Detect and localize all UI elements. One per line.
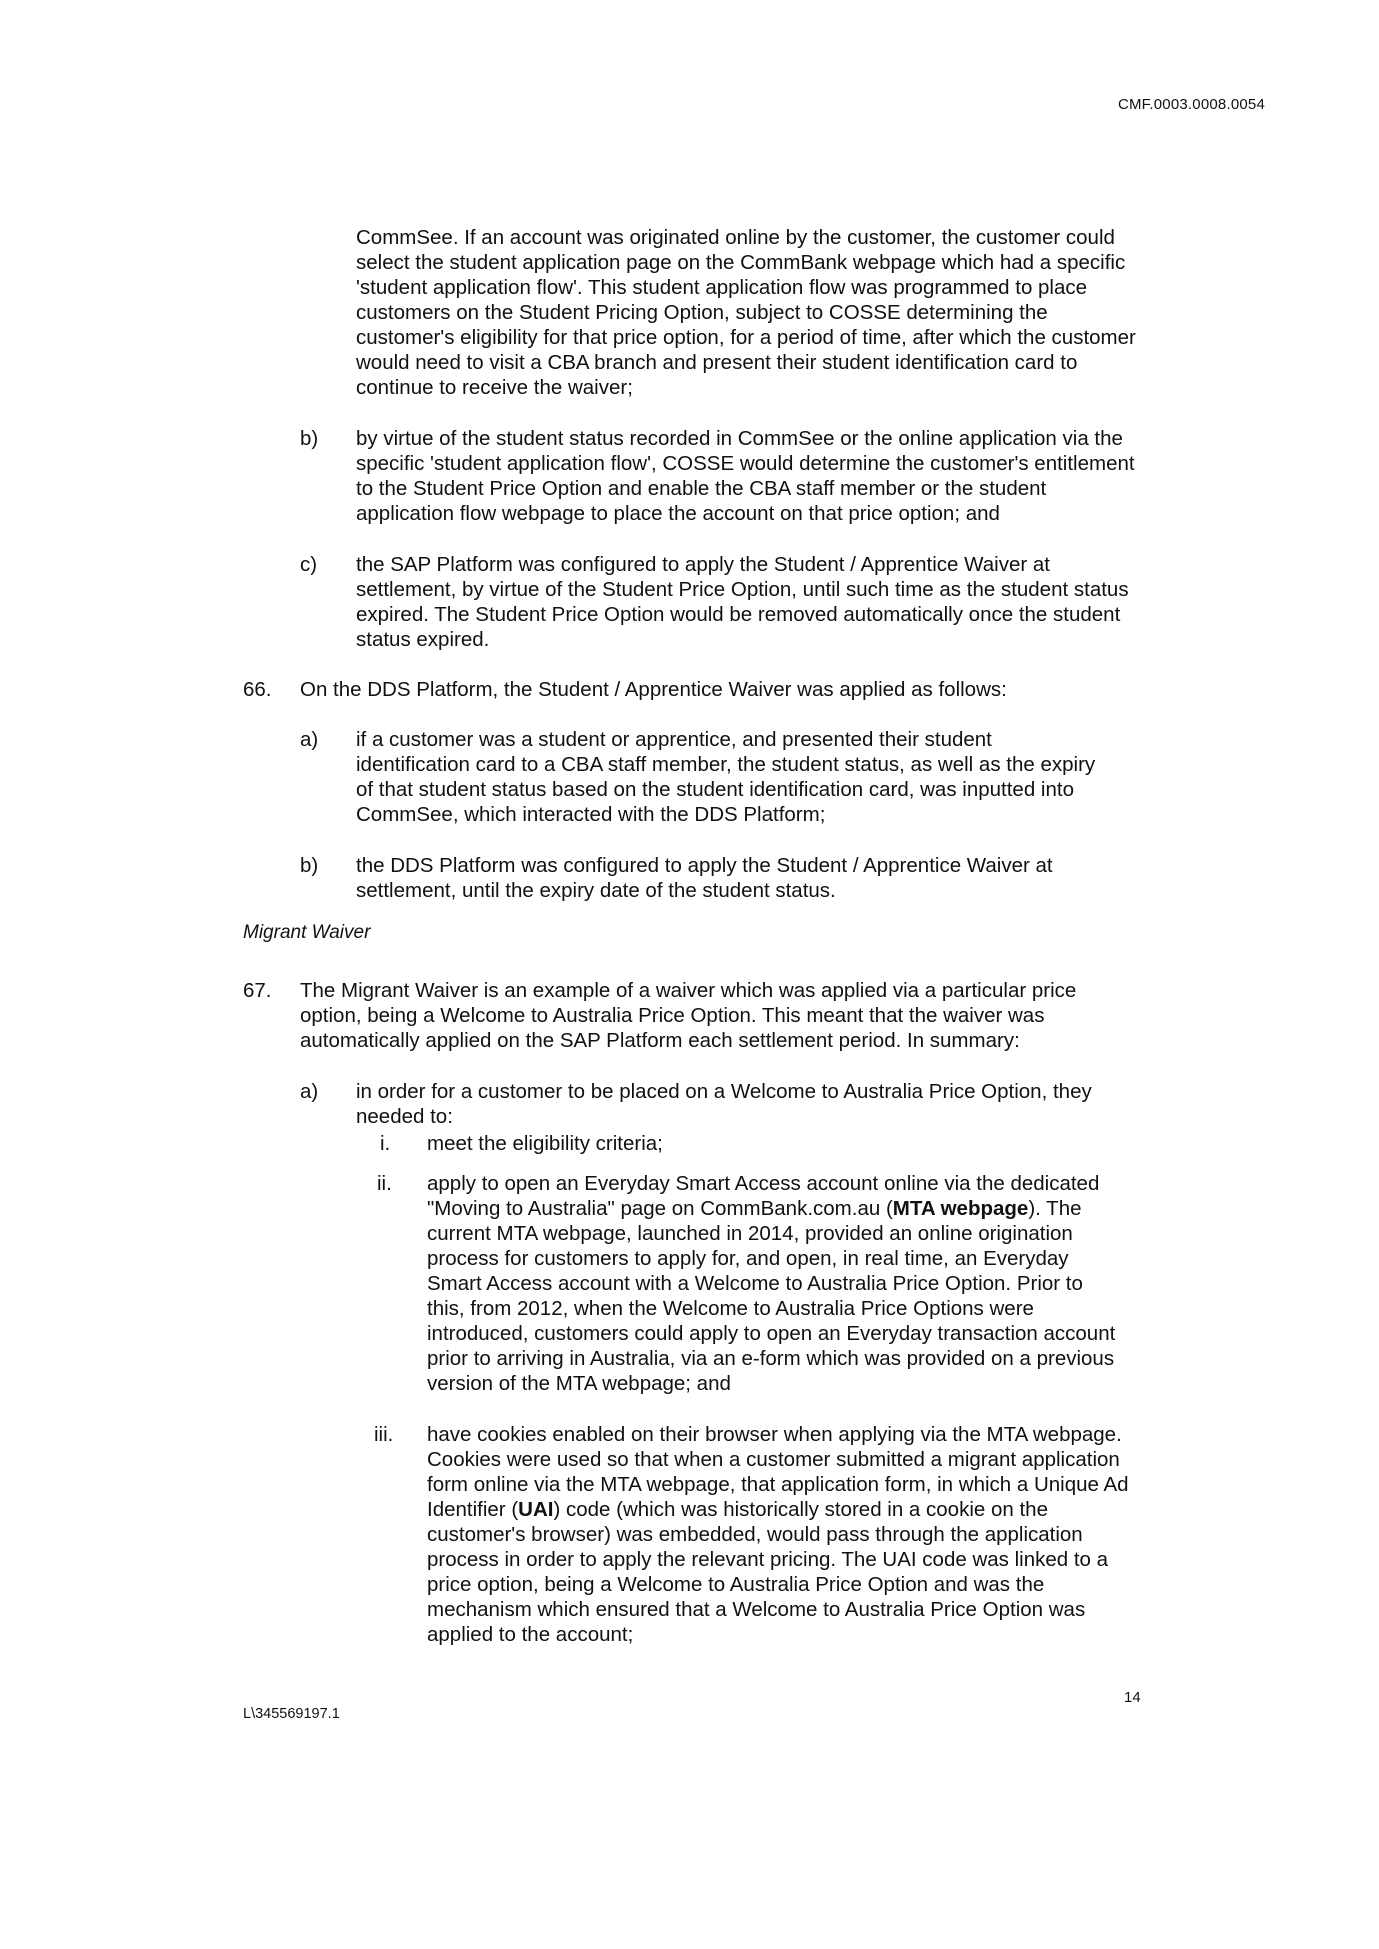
document-code: L\345569197.1 — [243, 1706, 340, 1722]
sublist-item-text: apply to open an Everyday Smart Access account online via the dedicated "Moving to Australia" page on CommBank.com.au (MTA webpage). The current MTA webpage, launched in 2014, provided an online origination process for customers to apply for, and open, in real time, an Everyday Smart Access account with a Welcome to Australia Price Option. Prior to this, from 2012, when the Welcome to Australia Price Options were introduced, customers could apply to open an Everyday transaction account prior to arriving in Australia, via an e-form which was provided on a previous version of the MTA webpage; and — [427, 1172, 1116, 1395]
list-label: b) — [300, 427, 319, 450]
paragraph-number: 66. — [243, 678, 272, 701]
defined-term: UAI — [518, 1498, 554, 1521]
continuation-paragraph: CommSee. If an account was originated online by the customer, the customer could select the student application page on the CommBank webpage which had a specific 'student application flow'. This student application flow was programmed to place customers on the Student Pricing Option, subject to COSSE determining the customer's eligibility for that price option, for a period of time, after which the customer would need to visit a CBA branch and present their student identification card to continue to receive the waiver; — [356, 226, 1136, 399]
list-item-text: the DDS Platform was configured to apply the Student / Apprentice Waiver at settlement, until the expiry date of the student status. — [356, 854, 1053, 902]
list-label: c) — [300, 553, 318, 576]
list-item-text: in order for a customer to be placed on a Welcome to Australia Price Option, they needed to: — [356, 1080, 1092, 1128]
sublist-label: ii. — [377, 1172, 392, 1195]
paragraph-text: On the DDS Platform, the Student / Apprentice Waiver was applied as follows: — [300, 678, 1007, 701]
list-label: a) — [300, 728, 319, 751]
sublist-item-text: meet the eligibility criteria; — [427, 1132, 663, 1155]
sublist-item-text: have cookies enabled on their browser when applying via the MTA webpage. Cookies were used so that when a customer submitted a migrant application form online via the MTA webpage, that application form, in which a Unique Ad Identifier (UAI) code (which was historically stored in a cookie on the customer's browser) was embedded, would pass through the application process in order to apply the relevant pricing. The UAI code was linked to a price option, being a Welcome to Australia Price Option and was the mechanism which ensured that a Welcome to Australia Price Option was applied to the account; — [427, 1423, 1129, 1646]
page-number: 14 — [1124, 1689, 1141, 1706]
list-item-text: if a customer was a student or apprentice, and presented their student identification card to a CBA staff member, the student status, as well as the expiry of that student status based on the student identification card, was inputted into CommSee, which interacted with the DDS Platform; — [356, 728, 1096, 826]
sublist-label: i. — [380, 1132, 391, 1155]
list-label: b) — [300, 854, 319, 877]
list-item-text: by virtue of the student status recorded in CommSee or the online application via the specific 'student application flow', COSSE would determine the customer's entitlement to the Student Price Option and enable the CBA staff member or the student application flow webpage to place the account on that price option; and — [356, 427, 1135, 525]
defined-term: MTA webpage — [892, 1197, 1029, 1220]
section-heading: Migrant Waiver — [243, 922, 371, 943]
sublist-label: iii. — [374, 1423, 394, 1446]
list-item-text: the SAP Platform was configured to apply the Student / Apprentice Waiver at settlement, by virtue of the Student Price Option, until such time as the student status expired. The Student Price Option would be removed automatically once the student status expired. — [356, 553, 1129, 651]
paragraph-text: The Migrant Waiver is an example of a waiver which was applied via a particular price option, being a Welcome to Australia Price Option. This meant that the waiver was automatically applied on the SAP Platform each settlement period. In summary: — [300, 979, 1077, 1052]
list-label: a) — [300, 1080, 319, 1103]
paragraph-number: 67. — [243, 979, 272, 1002]
document-reference: CMF.0003.0008.0054 — [1117, 96, 1265, 113]
